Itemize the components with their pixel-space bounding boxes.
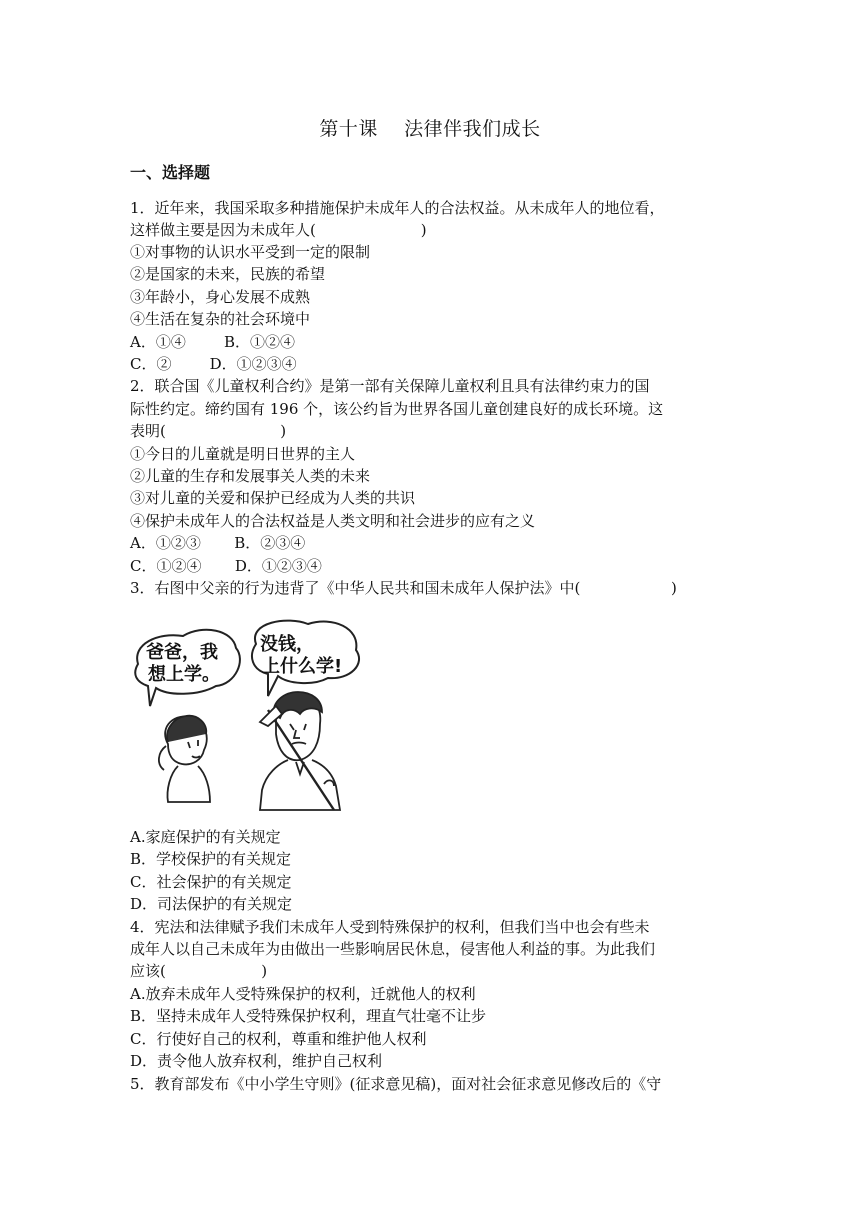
q2-stem-line1: 2．联合国《儿童权利合约》是第一部有关保障儿童权利且具有法律约束力的国 <box>130 377 650 395</box>
q4-option-b: B．坚持未成年人受特殊保护权利，理直气壮毫不让步 <box>130 1007 487 1025</box>
q2-option-2: ②儿童的生存和发展事关人类的未来 <box>130 467 371 485</box>
q1-choices-ab: A．①④ B．①②④ <box>130 333 296 351</box>
q1-choices-cd: C．② D．①②③④ <box>130 355 297 373</box>
q4-option-d: D．责令他人放弃权利，维护自己权利 <box>130 1052 383 1070</box>
cartoon-father-child-image <box>128 614 368 814</box>
q4-stem-line2: 成年人以自己未成年为由做出一些影响居民休息，侵害他人利益的事。为此我们 <box>130 940 656 958</box>
q1-stem-line1: 1．近年来，我国采取多种措施保护未成年人的合法权益。从未成年人的地位看， <box>130 199 665 217</box>
q2-choices-ab: A．①②③ B．②③④ <box>130 534 306 552</box>
child-figure <box>159 716 210 802</box>
q1-stem-line2: 这样做主要是因为未成年人( ) <box>130 221 427 239</box>
q3-option-b: B．学校保护的有关规定 <box>130 850 292 868</box>
child-bubble-text-line2: 想上学。 <box>148 664 220 685</box>
q4-option-c: C．行使好自己的权利，尊重和维护他人权利 <box>130 1030 427 1048</box>
father-bubble-text-line2: 上什么学! <box>262 656 343 677</box>
father-bubble-text-line1: 没钱， <box>260 634 314 655</box>
q4-option-a: A.放弃未成年人受特殊保护的权利，迁就他人的权利 <box>130 985 476 1003</box>
q2-stem-line2: 际性约定。缔约国有 196 个，该公约旨为世界各国儿童创建良好的成长环境。这 <box>130 400 664 418</box>
page-title: 第十课 法律伴我们成长 <box>319 118 541 140</box>
q2-option-1: ①今日的儿童就是明日世界的主人 <box>130 445 356 463</box>
q5-stem-line1: 5．教育部发布《中小学生守则》(征求意见稿)，面对社会征求意见修改后的《守 <box>130 1075 662 1093</box>
q1-option-3: ③年龄小，身心发展不成熟 <box>130 288 311 306</box>
q3-option-d: D．司法保护的有关规定 <box>130 895 293 913</box>
section-heading: 一、选择题 <box>130 163 211 182</box>
q3-stem: 3．右图中父亲的行为违背了《中华人民共和国未成年人保护法》中( ) <box>130 579 677 597</box>
q4-stem-line1: 4．宪法和法律赋予我们未成年人受到特殊保护的权利，但我们当中也会有些未 <box>130 918 650 936</box>
q2-option-3: ③对儿童的关爱和保护已经成为人类的共识 <box>130 489 416 507</box>
q3-option-c: C．社会保护的有关规定 <box>130 873 292 891</box>
q1-option-4: ④生活在复杂的社会环境中 <box>130 310 311 328</box>
father-figure <box>260 692 340 810</box>
q2-option-4: ④保护未成年人的合法权益是人类文明和社会进步的应有之义 <box>130 512 536 530</box>
q4-stem-line3: 应该( ) <box>130 962 268 980</box>
q3-option-a: A.家庭保护的有关规定 <box>130 828 281 846</box>
child-bubble-text-line1: 爸爸，我 <box>146 642 218 663</box>
q2-stem-line3: 表明( ) <box>130 422 287 440</box>
q2-choices-cd: C．①②④ D．①②③④ <box>130 557 322 575</box>
q1-option-2: ②是国家的未来，民族的希望 <box>130 265 326 283</box>
q1-option-1: ①对事物的认识水平受到一定的限制 <box>130 243 371 261</box>
